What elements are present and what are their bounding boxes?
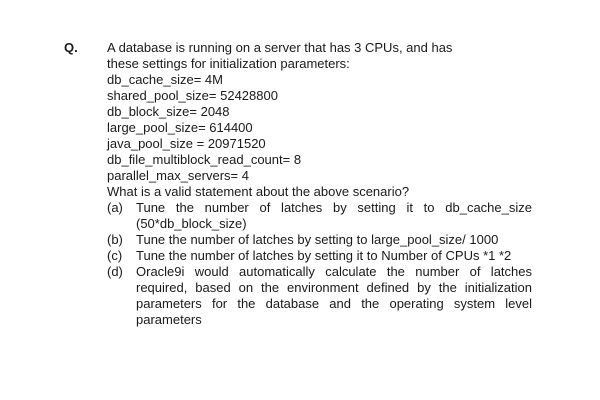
answer-option-a xyxy=(107,200,532,232)
option-marker: (d) xyxy=(107,264,123,279)
parameter-shared-pool-size: shared_pool_size= 52428800 xyxy=(107,88,278,103)
answer-option-c xyxy=(107,248,532,264)
question-stem-line: A database is running on a server that has 3 CPUs, and has xyxy=(107,40,453,55)
option-marker: (b) xyxy=(107,232,123,247)
parameter-parallel-max-servers: parallel_max_servers= 4 xyxy=(107,168,249,183)
question-prompt: What is a valid statement about the above scenario? xyxy=(107,184,410,199)
question-stem-line: these settings for initialization parameters: xyxy=(107,56,350,71)
option-text: Tune the number of latches by setting it to Number of CPUs *1 *2 xyxy=(136,248,512,263)
option-text: Oracle9i would automatically calculate the number of latches required, based on the environment defined by the initialization parameters for the database and the operating system level parameters xyxy=(136,264,532,327)
option-marker: (c) xyxy=(107,248,123,263)
option-text: Tune the number of latches by setting it to db_cache_size (50*db_block_size) xyxy=(136,200,532,231)
question-label: Q. xyxy=(64,40,78,55)
question-body xyxy=(107,40,532,328)
answer-option-d xyxy=(107,264,532,328)
parameter-db-cache-size: db_cache_size= 4M xyxy=(107,72,223,87)
parameter-large-pool-size: large_pool_size= 614400 xyxy=(107,120,253,135)
option-text: Tune the number of latches by setting to large_pool_size/ 1000 xyxy=(136,232,499,247)
parameter-java-pool-size: java_pool_size = 20971520 xyxy=(107,136,266,151)
answer-options xyxy=(107,200,532,328)
option-marker: (a) xyxy=(107,200,123,215)
answer-option-b xyxy=(107,232,532,248)
parameter-db-block-size: db_block_size= 2048 xyxy=(107,104,230,119)
parameter-db-file-multiblock-read-count: db_file_multiblock_read_count= 8 xyxy=(107,152,302,167)
